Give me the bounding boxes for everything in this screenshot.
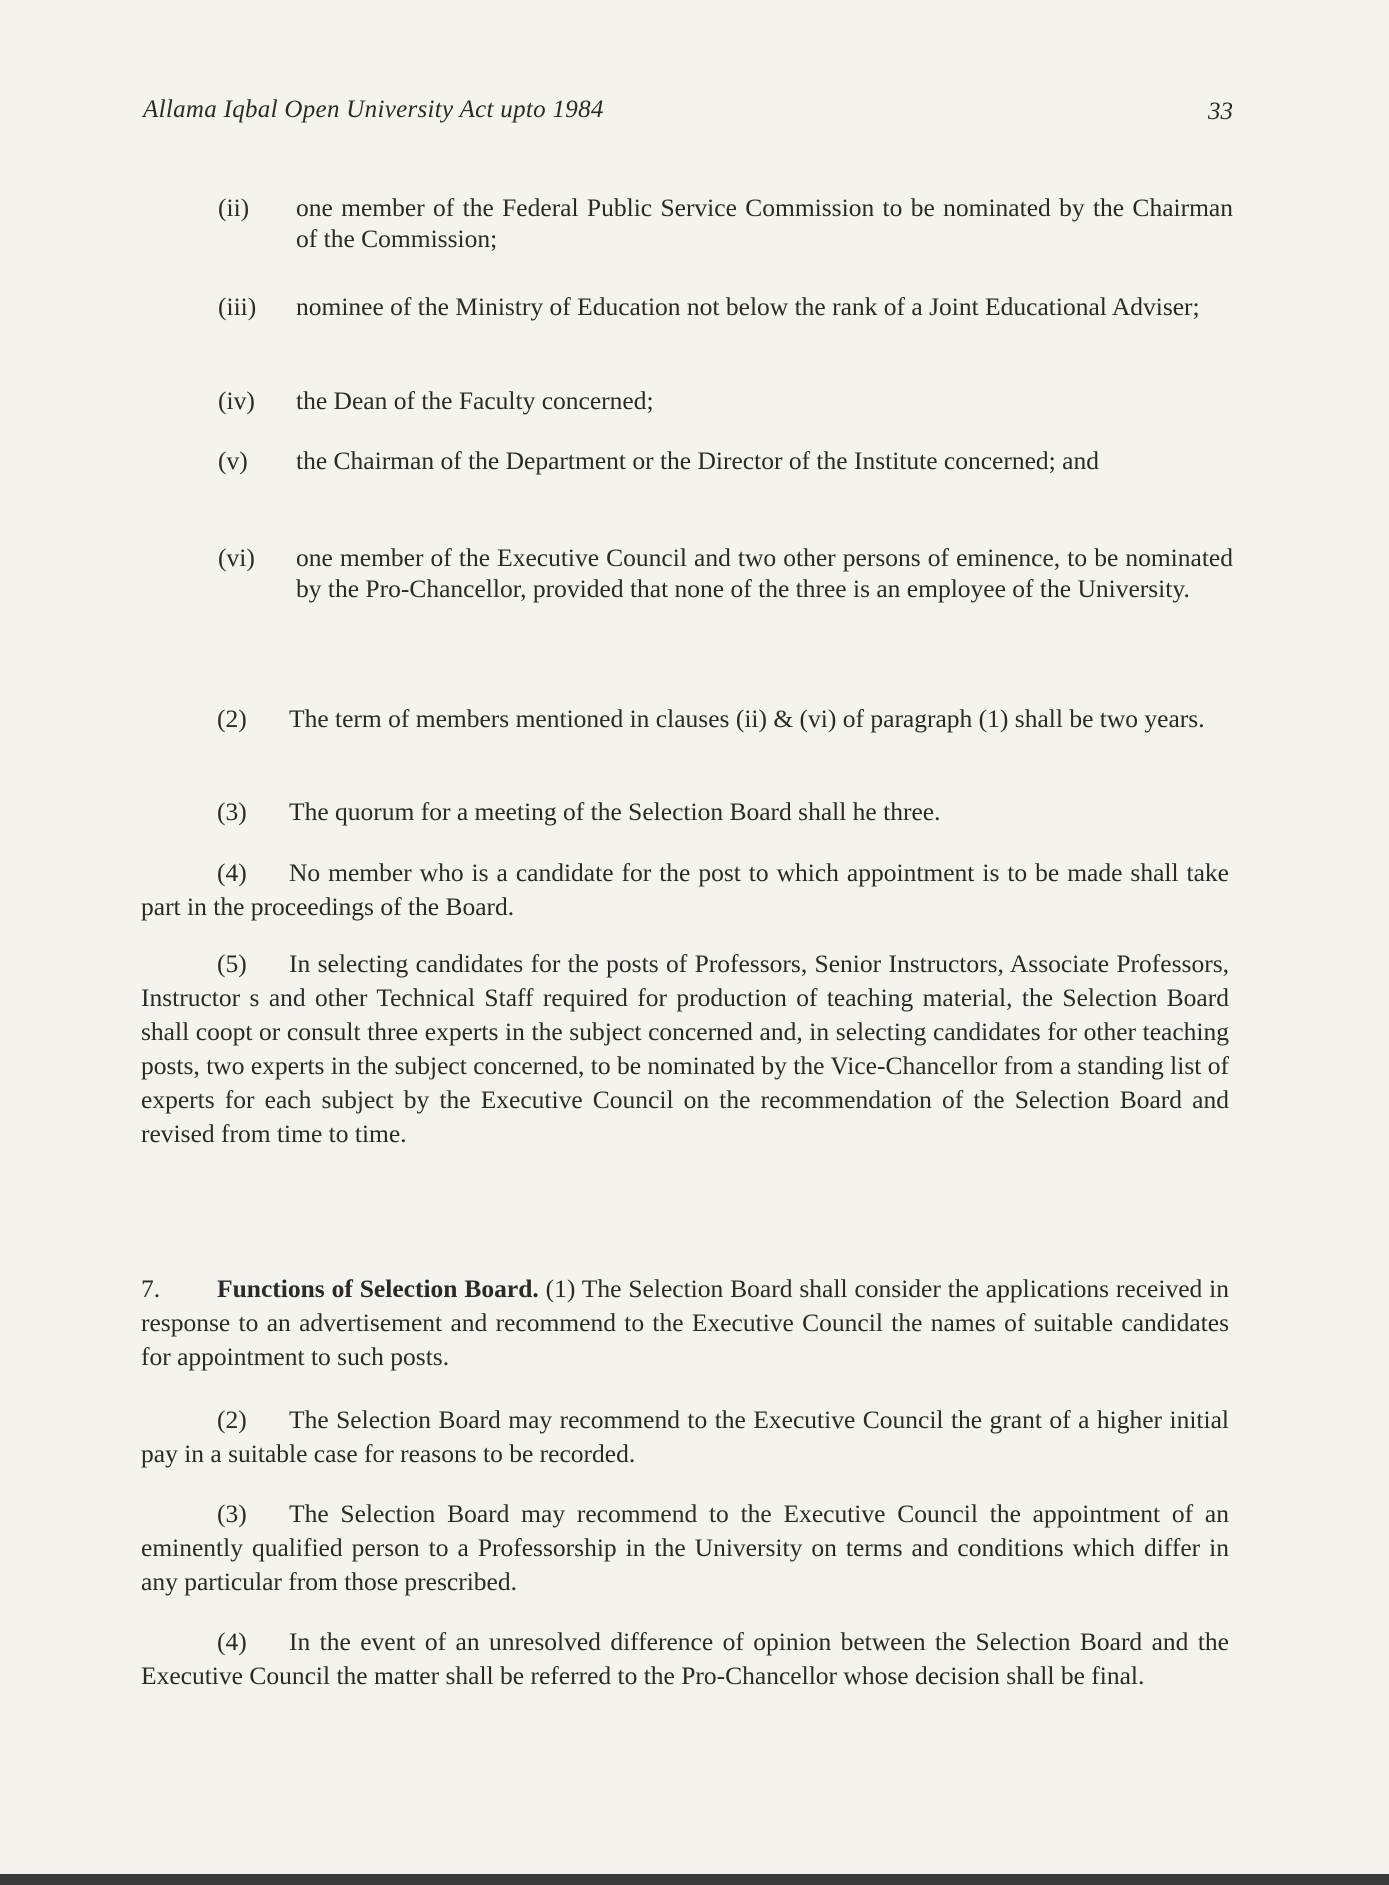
paragraph-5 [141, 947, 1229, 1151]
clause-number: (iv) [218, 386, 255, 415]
paragraph-text: The term of members mentioned in clauses (ii) & (vi) of paragraph (1) shall be two years. [289, 704, 1205, 733]
paragraph-4 [141, 856, 1229, 924]
clause-v [218, 445, 1233, 476]
paragraph-text: In the event of an unresolved difference of opinion between the Selection Board and the Executive Council the matter shall be referred to the Pro-Chancellor whose decision shall be final. [141, 1627, 1229, 1690]
paragraph-2 [141, 702, 1229, 736]
section-7 [141, 1272, 1229, 1374]
section-7-paragraph-3 [141, 1497, 1229, 1599]
paragraph-number: (4) [217, 1627, 247, 1656]
running-header: Allama Iqbal Open University Act upto 1984 [143, 96, 604, 123]
section-7-paragraph-2 [141, 1403, 1229, 1471]
paragraph-text: No member who is a candidate for the post to which appointment is to be made shall take part in the proceedings of the Board. [141, 858, 1229, 921]
scan-bottom-edge [0, 1874, 1389, 1885]
clause-text: one member of the Executive Council and two other persons of eminence, to be nominated by the Pro-Chancellor, provided that none of the three is an employee of the University. [296, 543, 1233, 603]
clause-iii [218, 291, 1233, 322]
clause-text: nominee of the Ministry of Education not below the rank of a Joint Educational Adviser; [296, 292, 1200, 321]
clause-number: (ii) [218, 193, 250, 222]
paragraph-text: In selecting candidates for the posts of Professors, Senior Instructors, Associate Professors, Instructor s and other Technical Staff required for production of teaching material, the Selection Board shall coopt or consult three experts in the subject concerned and, in selecting candidates for other teaching posts, two experts in the subject concerned, to be nominated by the Vice-Chancellor from a standing list of experts for each subject by the Executive Council on the recommendation of the Selection Board and revised from time to time. [141, 949, 1229, 1148]
clause-text: the Chairman of the Department or the Director of the Institute concerned; and [296, 446, 1099, 475]
clause-number: (v) [218, 446, 248, 475]
paragraph-number: (2) [217, 1405, 247, 1434]
paragraph-text: The Selection Board may recommend to the Executive Council the appointment of an eminently qualified person to a Professorship in the University on terms and conditions which differ in any particular from those prescribed. [141, 1499, 1229, 1596]
section-heading: Functions of Selection Board. [217, 1274, 539, 1303]
clause-number: (vi) [218, 543, 255, 572]
page-number: 33 [1208, 98, 1233, 125]
paragraph-3 [141, 795, 1229, 829]
paragraph-number: (3) [217, 1499, 247, 1528]
section-7-paragraph-4 [141, 1625, 1229, 1693]
section-text: (1) The Selection Board shall consider the applications received in response to an advertisement and recommend to the Executive Council the names of suitable candidates for appointment to such posts. [141, 1274, 1229, 1371]
paragraph-number: (3) [217, 797, 247, 826]
paragraph-number: (5) [217, 949, 247, 978]
clause-vi [218, 542, 1233, 604]
paragraph-text: The Selection Board may recommend to the Executive Council the grant of a higher initial pay in a suitable case for reasons to be recorded. [141, 1405, 1229, 1468]
clause-iv [218, 385, 1233, 416]
paragraph-number: (4) [217, 858, 247, 887]
section-number: 7. [141, 1274, 161, 1303]
clause-text: the Dean of the Faculty concerned; [296, 386, 654, 415]
clause-ii [218, 192, 1233, 254]
clause-number: (iii) [218, 292, 257, 321]
paragraph-text: The quorum for a meeting of the Selection Board shall he three. [289, 797, 941, 826]
clause-text: one member of the Federal Public Service Commission to be nominated by the Chairman of the Commission; [296, 193, 1233, 253]
paragraph-number: (2) [217, 704, 247, 733]
